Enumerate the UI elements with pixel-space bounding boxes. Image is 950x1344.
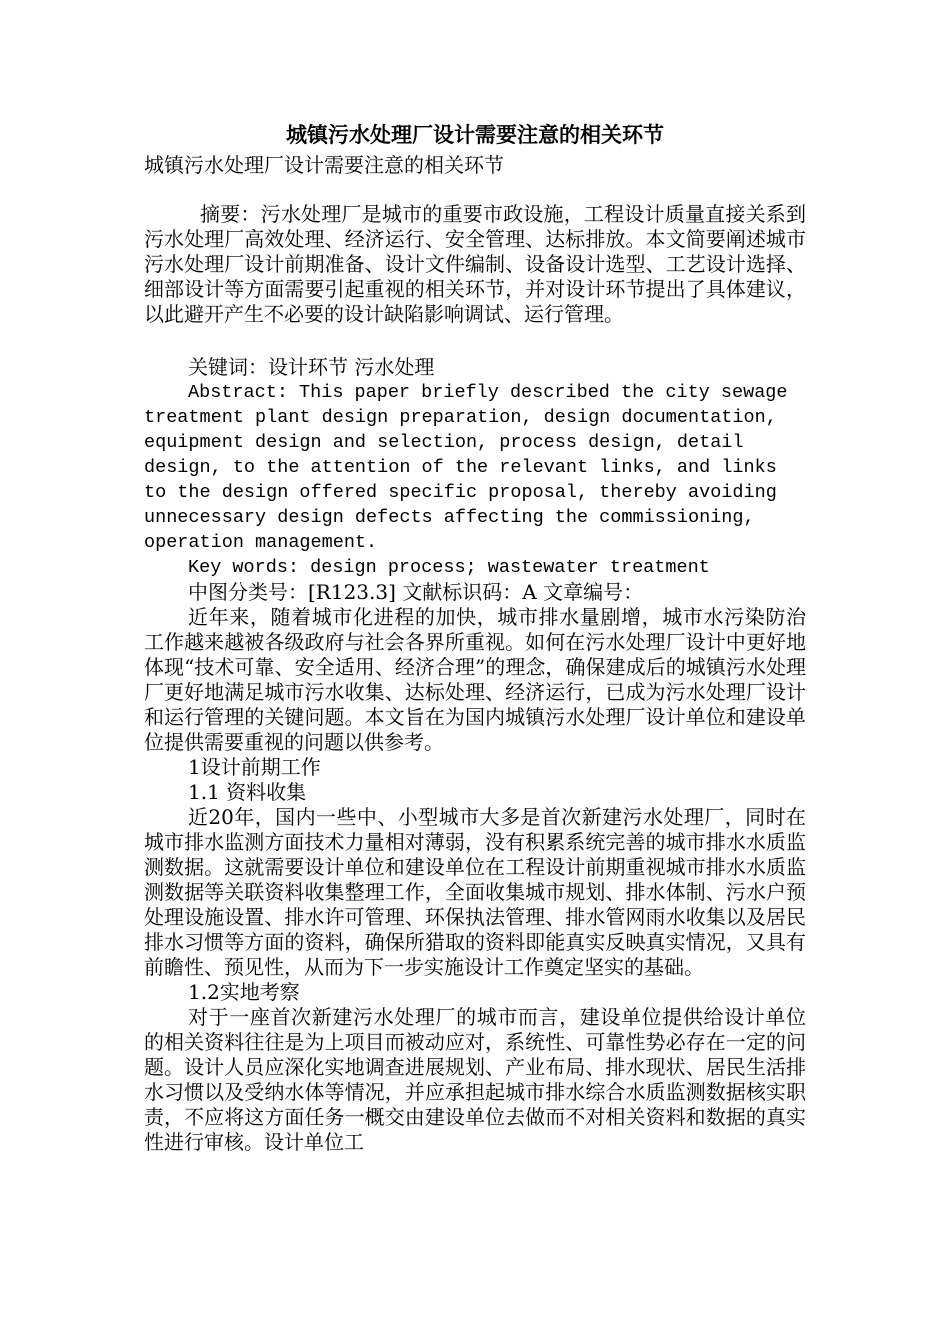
section-1-1-body: 近20年，国内一些中、小型城市大多是首次新建污水处理厂，同时在城市排水监测方面技术力量相对薄弱，没有积累系统完善的城市排水水质监测数据。这就需要设计单位和建设单位在工程设计前期重视城市排水水质监测数据等关联资料收集整理工作，全面收集城市规划、排水体制、污水户预处理设施设置、排水许可管理、环保执法管理、排水管网雨水收集以及居民排水习惯等方面的资料，确保所猎取的资料即能真实反映真实情况，又具有前瞻性、预见性，从而为下一步实施设计工作奠定坚实的基础。 [144,805,806,979]
document-page [144,118,806,1155]
abstract-en: Abstract: This paper briefly described the city sewage treatment plant design preparation, design documentation, equipment design and selection, process design, detail design, to the attention of the relevant links, and links to the design offered specific proposal, thereby avoiding unnecessary design defects affecting the commissioning, operation management. [144,382,788,553]
keywords-en: Key words: design process; wastewater treatment [188,557,710,578]
document-subtitle: 城镇污水处理厂设计需要注意的相关环节 [144,153,504,177]
keywords-cn: 关键词：设计环节 污水处理 [188,355,435,379]
classification-line: 中图分类号：[R123.3] 文献标识码：A 文章编号： [188,580,644,604]
abstract-cn: 摘要：污水处理厂是城市的重要市政设施，工程设计质量直接关系到污水处理厂高效处理、经济运行、安全管理、达标排放。本文简要阐述城市污水处理厂设计前期准备、设计文件编制、设备设计选型、工艺设计选择、细部设计等方面需要引起重视的相关环节，并对设计环节提出了具体建议，以此避开产生不必要的设计缺陷影响调试、运行管理。 [144,202,806,326]
section-1-2-body: 对于一座首次新建污水处理厂的城市而言，建设单位提供给设计单位的相关资料往往是为上项目而被动应对，系统性、可靠性势必存在一定的问题。设计人员应深化实地调查进展规划、产业布局、排水现状、居民生活排水习惯以及受纳水体等情况，并应承担起城市排水综合水质监测数据核实职责，不应将这方面任务一概交由建设单位去做而不对相关资料和数据的真实性进行审核。设计单位工 [144,1005,806,1154]
spacer [144,327,806,355]
document-title: 城镇污水处理厂设计需要注意的相关环节 [286,122,664,147]
spacer [144,178,806,202]
section-1-2-heading: 1.2实地考察 [188,980,300,1004]
intro-paragraph: 近年来，随着城市化进程的加快，城市排水量剧增，城市水污染防治工作越来越被各级政府与社会各界所重视。如何在污水处理厂设计中更好地体现“技术可靠、安全适用、经济合理”的理念，确保建成后的城镇污水处理厂更好地满足城市污水收集、达标处理、经济运行，已成为污水处理厂设计和运行管理的关键问题。本文旨在为国内城镇污水处理厂设计单位和建设单位提供需要重视的问题以供参考。 [144,605,806,754]
section-1-1-heading: 1.1 资料收集 [188,780,307,804]
section-1-heading: 1设计前期工作 [188,755,321,779]
